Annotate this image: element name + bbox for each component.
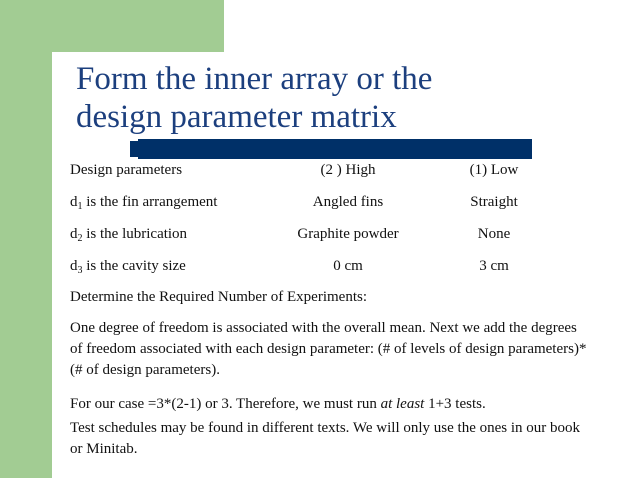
dof-paragraph: One degree of freedom is associated with the overall mean. Next we add the degrees of freedom associated with each design parameter: (# of levels of design parameters)*(# of design parameters). [70, 320, 587, 378]
row-low: Straight [470, 194, 518, 210]
determine-text: Determine the Required Number of Experiments: [70, 289, 367, 305]
row-label [70, 256, 186, 276]
header-high: (2 ) High [320, 162, 376, 178]
table-row [70, 256, 630, 276]
table-header-row [70, 160, 630, 180]
row-high: 0 cm [333, 258, 363, 274]
case-text-after: 1+3 tests. [424, 396, 486, 412]
case-text-before: For our case =3*(2-1) or 3. Therefore, we must run [70, 396, 381, 412]
row-desc: is the fin arrangement [82, 194, 218, 210]
row-high: Angled fins [312, 194, 384, 210]
header-label: Design parameters [70, 162, 183, 178]
case-paragraph [70, 394, 610, 415]
row-subscript: 1 [77, 201, 83, 212]
row-desc: is the cavity size [82, 258, 186, 274]
title-line-1: Form the inner array or the [76, 61, 433, 97]
table-row [70, 224, 630, 244]
title-line-2: design parameter matrix [76, 99, 397, 135]
title-underline-bar [138, 139, 532, 159]
schedules-paragraph: Test schedules may be found in different texts. We will only use the ones in our book or Minitab. [70, 420, 581, 457]
row-subscript: 3 [77, 265, 83, 276]
case-emphasis: at least [380, 396, 425, 412]
slide-title [76, 60, 556, 136]
row-low: None [477, 226, 511, 242]
row-subscript: 2 [77, 233, 83, 244]
row-var: d [70, 226, 78, 242]
row-high: Graphite powder [297, 226, 399, 242]
row-var: d [70, 194, 78, 210]
row-desc: is the lubrication [82, 226, 188, 242]
row-label [70, 224, 187, 244]
row-label [70, 192, 217, 212]
green-side-strip [0, 160, 52, 478]
row-var: d [70, 258, 78, 274]
row-low: 3 cm [479, 258, 509, 274]
table-row [70, 192, 630, 212]
header-low: (1) Low [469, 162, 519, 178]
